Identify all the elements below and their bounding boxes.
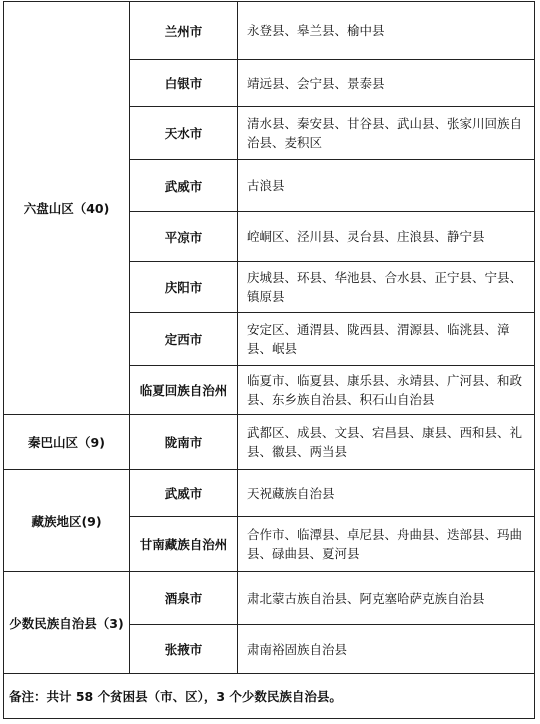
city-name: 庆阳市 <box>130 262 238 313</box>
city-name: 武威市 <box>130 470 238 517</box>
table-note: 备注：共计 58 个贫困县（市、区），3 个少数民族自治县。 <box>4 674 535 719</box>
county-list: 安定区、通渭县、陇西县、渭源县、临洮县、漳县、岷县 <box>238 313 535 366</box>
county-list: 合作市、临潭县、卓尼县、舟曲县、迭部县、玛曲县、碌曲县、夏河县 <box>238 517 535 572</box>
table-row <box>4 2 535 60</box>
county-list: 庆城县、环县、华池县、合水县、正宁县、宁县、镇原县 <box>238 262 535 313</box>
city-name: 甘南藏族自治州 <box>130 517 238 572</box>
city-name: 武威市 <box>130 160 238 212</box>
county-list: 清水县、秦安县、甘谷县、武山县、张家川回族自治县、麦积区 <box>238 107 535 160</box>
table-row <box>4 470 535 517</box>
city-name: 定西市 <box>130 313 238 366</box>
region-name: 六盘山区（40) <box>4 2 130 415</box>
city-name: 白银市 <box>130 60 238 107</box>
city-name: 平凉市 <box>130 212 238 262</box>
county-list: 武都区、成县、文县、宕昌县、康县、西和县、礼县、徽县、两当县 <box>238 415 535 470</box>
county-list: 临夏市、临夏县、康乐县、永靖县、广河县、和政县、东乡族自治县、积石山自治县 <box>238 366 535 415</box>
county-list: 崆峒区、泾川县、灵台县、庄浪县、静宁县 <box>238 212 535 262</box>
region-name: 秦巴山区（9) <box>4 415 130 470</box>
county-list: 肃北蒙古族自治县、阿克塞哈萨克族自治县 <box>238 572 535 625</box>
city-name: 临夏回族自治州 <box>130 366 238 415</box>
county-list: 靖远县、会宁县、景泰县 <box>238 60 535 107</box>
county-list: 天祝藏族自治县 <box>238 470 535 517</box>
table-row <box>4 674 535 719</box>
city-name: 天水市 <box>130 107 238 160</box>
county-list: 永登县、皋兰县、榆中县 <box>238 2 535 60</box>
county-list: 肃南裕固族自治县 <box>238 625 535 674</box>
city-name: 陇南市 <box>130 415 238 470</box>
city-name: 张掖市 <box>130 625 238 674</box>
poverty-county-table <box>3 1 535 719</box>
county-list: 古浪县 <box>238 160 535 212</box>
table-row <box>4 572 535 625</box>
region-name: 少数民族自治县（3) <box>4 572 130 674</box>
city-name: 酒泉市 <box>130 572 238 625</box>
table-row <box>4 415 535 470</box>
region-name: 藏族地区(9) <box>4 470 130 572</box>
city-name: 兰州市 <box>130 2 238 60</box>
